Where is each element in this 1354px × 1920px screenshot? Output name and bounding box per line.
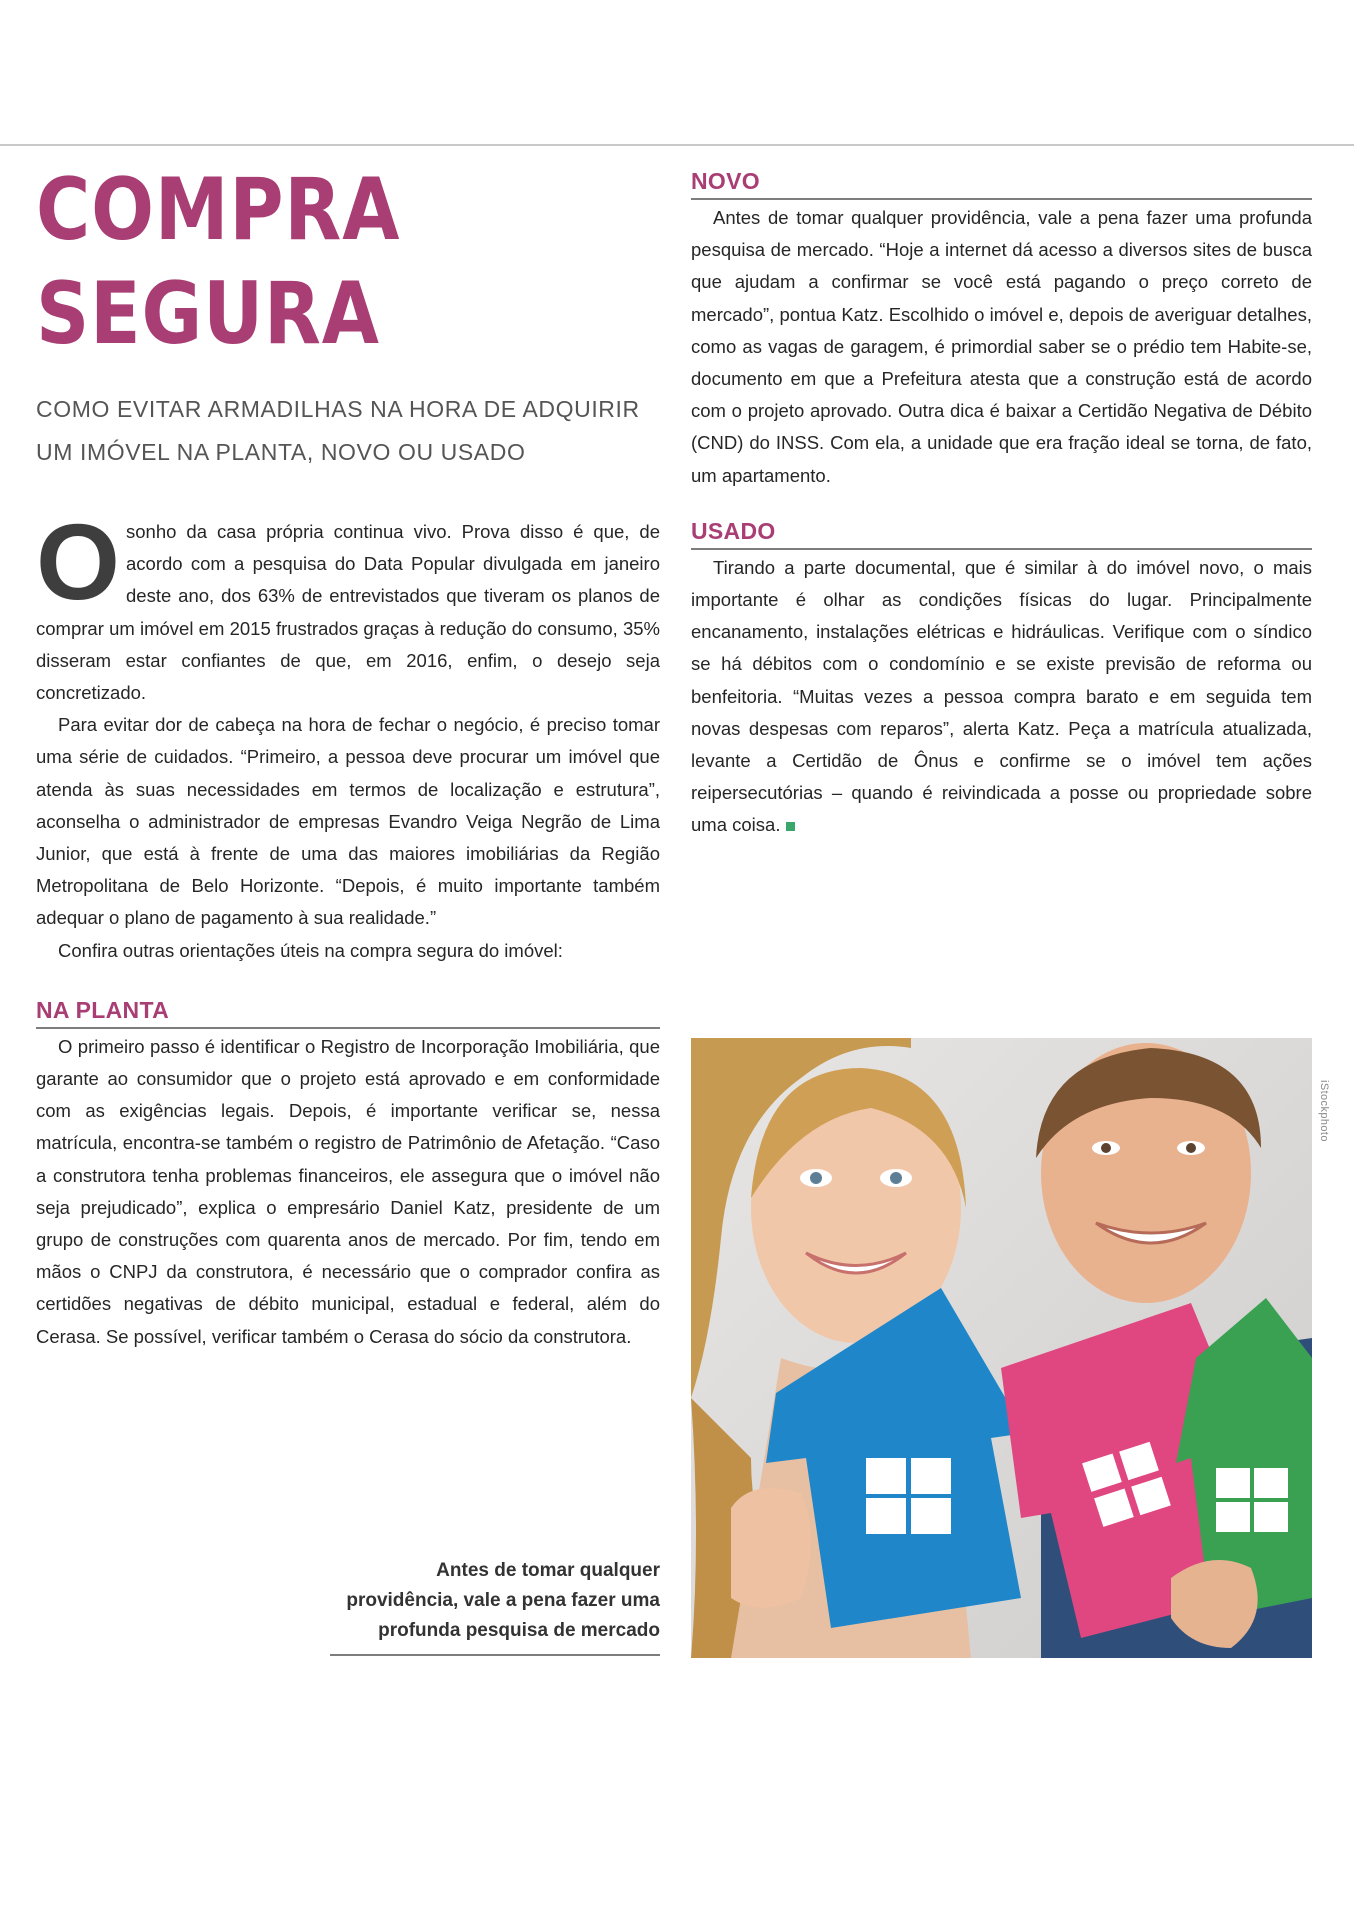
pull-quote: Antes de tomar qualquer providência, vale a pena fazer uma profunda pesquisa de mercado xyxy=(330,1556,660,1656)
drop-cap: O xyxy=(36,501,121,622)
section-heading-usado: USADO xyxy=(691,516,1312,550)
intro-paragraph-2: Para evitar dor de cabeça na hora de fechar o negócio, é preciso tomar uma série de cuidados. “Primeiro, a pessoa deve procurar um imóvel que atenda às suas necessidades em termos de localização e estrutura”, aconselha o administrador de empresas Evandro Veiga Negrão de Lima Junior, que está à frente de uma das maiores imobiliárias da Região Metropolitana de Belo Horizonte. “Depois, é muito importante também adequar o plano de pagamento à sua realidade.” xyxy=(36,714,660,929)
section-text-novo: Antes de tomar qualquer providência, vale a pena fazer uma profunda pesquisa de mercado. “Hoje a internet dá acesso a diversos sites de busca que ajudam a confirmar se você está pagando o preço correto de mercado”, pontua Katz. Escolhido o imóvel e, depois de averiguar detalhes, como as vagas de garagem, é primordial saber se o prédio tem Habite-se, documento em que a Prefeitura atesta que a construção está de acordo com o projeto aprovado. Outra dica é baixar a Certidão Negativa de Débito (CND) do INSS. Com ela, a unidade que era fração ideal se torna, de fato, um apartamento. xyxy=(691,207,1312,486)
title-line-2: SEGURA xyxy=(36,264,380,364)
photo-couple-with-paper-houses xyxy=(691,1038,1312,1658)
end-of-article-mark xyxy=(786,822,795,831)
section-heading-novo: NOVO xyxy=(691,166,1312,200)
title-line-1: COMPRA xyxy=(36,160,401,260)
left-column xyxy=(36,501,660,1353)
intro-paragraph-3: Confira outras orientações úteis na compra segura do imóvel: xyxy=(58,939,563,961)
subtitle-line-1: COMO EVITAR ARMADILHAS NA HORA DE ADQUIRIR xyxy=(36,396,640,422)
intro-text-1: sonho da casa própria continua vivo. Prova disso é que, de acordo com a pesquisa do Data Popular divulgada em janeiro deste ano, dos 63% de entrevistados que tiveram os planos de comprar um imóvel em 2015 frustrados graças à redução do consumo, 35% disseram estar confiantes de que, em 2016, enfim, o desejo seja concretizado. xyxy=(36,521,660,704)
right-column xyxy=(691,166,1312,842)
photo-credit: iStockphoto xyxy=(1318,1080,1330,1142)
article-subtitle xyxy=(36,388,676,474)
top-rule xyxy=(0,144,1354,146)
article-title xyxy=(36,158,518,366)
subtitle-line-2: UM IMÓVEL NA PLANTA, NOVO OU USADO xyxy=(36,439,526,465)
section-text-na-planta: O primeiro passo é identificar o Registro de Incorporação Imobiliária, que garante ao consumidor que o projeto está aprovado e em conformidade com as exigências legais. Depois, é importante verificar se, nessa matrícula, encontra-se também o registro de Patrimônio de Afetação. “Caso a construtora tenha problemas financeiros, ele assegura que o imóvel não seja prejudicado”, explica o empresário Daniel Katz, presidente de um grupo de construções com quarenta anos de mercado. Por fim, tendo em mãos o CNPJ da construtora, é necessário que o comprador confira as certidões negativas de débito municipal, estadual e federal, além do Cerasa. Se possível, verificar também o Cerasa do sócio da construtora. xyxy=(36,1035,660,1347)
intro-paragraph-1 xyxy=(36,501,660,709)
section-heading-na-planta: NA PLANTA xyxy=(36,995,660,1029)
photo-illustration xyxy=(691,1038,1312,1658)
usado-text: Tirando a parte documental, que é similar à do imóvel novo, o mais importante é olhar as condições físicas do lugar. Principalmente encanamento, instalações elétricas e hidráulicas. Verifique com o síndico se há débitos com o condomínio e se existe previsão de reforma ou benfeitoria. “Muitas vezes a pessoa compra barato e em seguida tem novas despesas com reparos”, alerta Katz. Peça a matrícula atualizada, levante a Certidão de Ônus e confirme se o imóvel tem ações reipersecutórias – quando é reivindicada a posse ou propriedade sobre uma coisa. xyxy=(691,556,1312,836)
section-text-usado xyxy=(691,552,1312,842)
